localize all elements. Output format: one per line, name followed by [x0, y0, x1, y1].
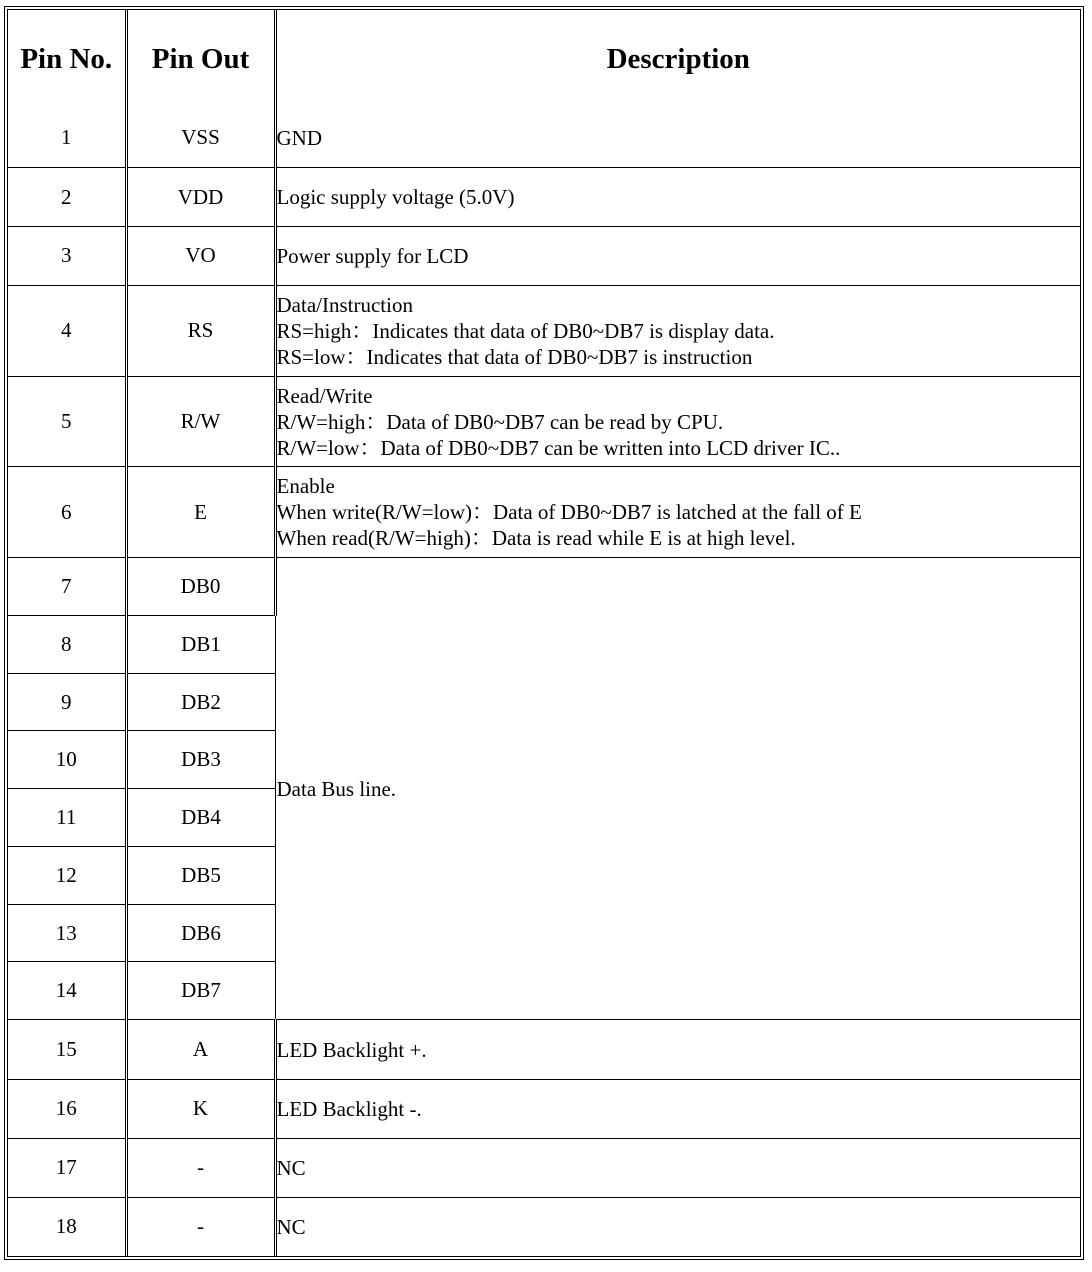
pin-out: DB4: [126, 789, 275, 847]
table-header-row: [8, 10, 1080, 108]
pin-out: R/W: [126, 376, 275, 467]
pin-description: [275, 108, 1080, 168]
pin-out: RS: [126, 285, 275, 376]
pin-out: VSS: [126, 108, 275, 168]
table-row: [8, 1079, 1080, 1138]
table-row: [8, 558, 1080, 616]
pin-number: 13: [8, 904, 126, 962]
table-row: [8, 285, 1080, 376]
pin-number: 15: [8, 1020, 126, 1080]
table-row: [8, 467, 1080, 558]
pin-out: VDD: [126, 168, 275, 227]
data-bus-description: [275, 558, 1080, 1020]
pin-number: 6: [8, 467, 126, 558]
description-line: GND: [276, 125, 322, 150]
pin-number: 14: [8, 962, 126, 1020]
pin-description: [275, 1079, 1080, 1138]
pin-description: [275, 285, 1080, 376]
pin-out: E: [126, 467, 275, 558]
pin-table-frame: [4, 6, 1084, 1260]
table-row: [8, 108, 1080, 168]
description-line: Enable: [276, 474, 335, 499]
table-row: [8, 376, 1080, 467]
pin-out: K: [126, 1079, 275, 1138]
pin-out: DB5: [126, 846, 275, 904]
pin-description: [275, 168, 1080, 227]
pin-description: [275, 227, 1080, 286]
pin-number: 16: [8, 1079, 126, 1138]
pin-out: DB6: [126, 904, 275, 962]
description-line: RS=high：Indicates that data of DB0~DB7 is display data.: [276, 318, 775, 343]
pin-number: 1: [8, 108, 126, 168]
description-line: R/W=low：Data of DB0~DB7 can be written into LCD driver IC..: [276, 435, 841, 460]
table-row: [8, 1138, 1080, 1197]
pin-out: VO: [126, 227, 275, 286]
pin-number: 12: [8, 846, 126, 904]
description-line: Data Bus line.: [276, 776, 397, 801]
pin-assignment-table: [8, 10, 1080, 1256]
pin-description: [275, 1197, 1080, 1256]
pin-out: -: [126, 1197, 275, 1256]
description-line: NC: [276, 1214, 306, 1239]
pin-out: DB3: [126, 731, 275, 789]
pin-number: 17: [8, 1138, 126, 1197]
pin-number: 18: [8, 1197, 126, 1256]
table-row: [8, 1197, 1080, 1256]
description-line: Power supply for LCD: [276, 243, 469, 268]
pin-description: [275, 376, 1080, 467]
description-line: LED Backlight +.: [276, 1037, 427, 1062]
pin-out: DB0: [126, 558, 275, 616]
pin-number: 3: [8, 227, 126, 286]
pin-number: 9: [8, 673, 126, 731]
pin-description: [275, 1138, 1080, 1197]
pin-number: 5: [8, 376, 126, 467]
header-pin-out: Pin Out: [126, 10, 275, 108]
pin-number: 7: [8, 558, 126, 616]
pin-number: 11: [8, 789, 126, 847]
description-line: NC: [276, 1155, 306, 1180]
pin-number: 4: [8, 285, 126, 376]
table-row: [8, 1020, 1080, 1080]
description-line: Read/Write: [276, 383, 373, 408]
header-description: Description: [275, 10, 1080, 108]
pin-out: DB1: [126, 615, 275, 673]
pin-out: A: [126, 1020, 275, 1080]
pin-out: DB2: [126, 673, 275, 731]
description-line: When write(R/W=low)：Data of DB0~DB7 is latched at the fall of E: [276, 500, 862, 525]
description-line: Logic supply voltage (5.0V): [276, 185, 515, 210]
description-line: When read(R/W=high)：Data is read while E is at high level.: [276, 526, 796, 551]
description-line: Data/Instruction: [276, 292, 413, 317]
pin-number: 2: [8, 168, 126, 227]
description-line: LED Backlight -.: [276, 1096, 422, 1121]
table-row: [8, 168, 1080, 227]
description-line: RS=low：Indicates that data of DB0~DB7 is instruction: [276, 344, 753, 369]
table-row: [8, 227, 1080, 286]
pin-description: [275, 1020, 1080, 1080]
description-line: R/W=high：Data of DB0~DB7 can be read by CPU.: [276, 409, 724, 434]
header-pin-no: Pin No.: [8, 10, 126, 108]
pin-out: DB7: [126, 962, 275, 1020]
pin-description: [275, 467, 1080, 558]
pin-out: -: [126, 1138, 275, 1197]
pin-number: 10: [8, 731, 126, 789]
pin-number: 8: [8, 615, 126, 673]
